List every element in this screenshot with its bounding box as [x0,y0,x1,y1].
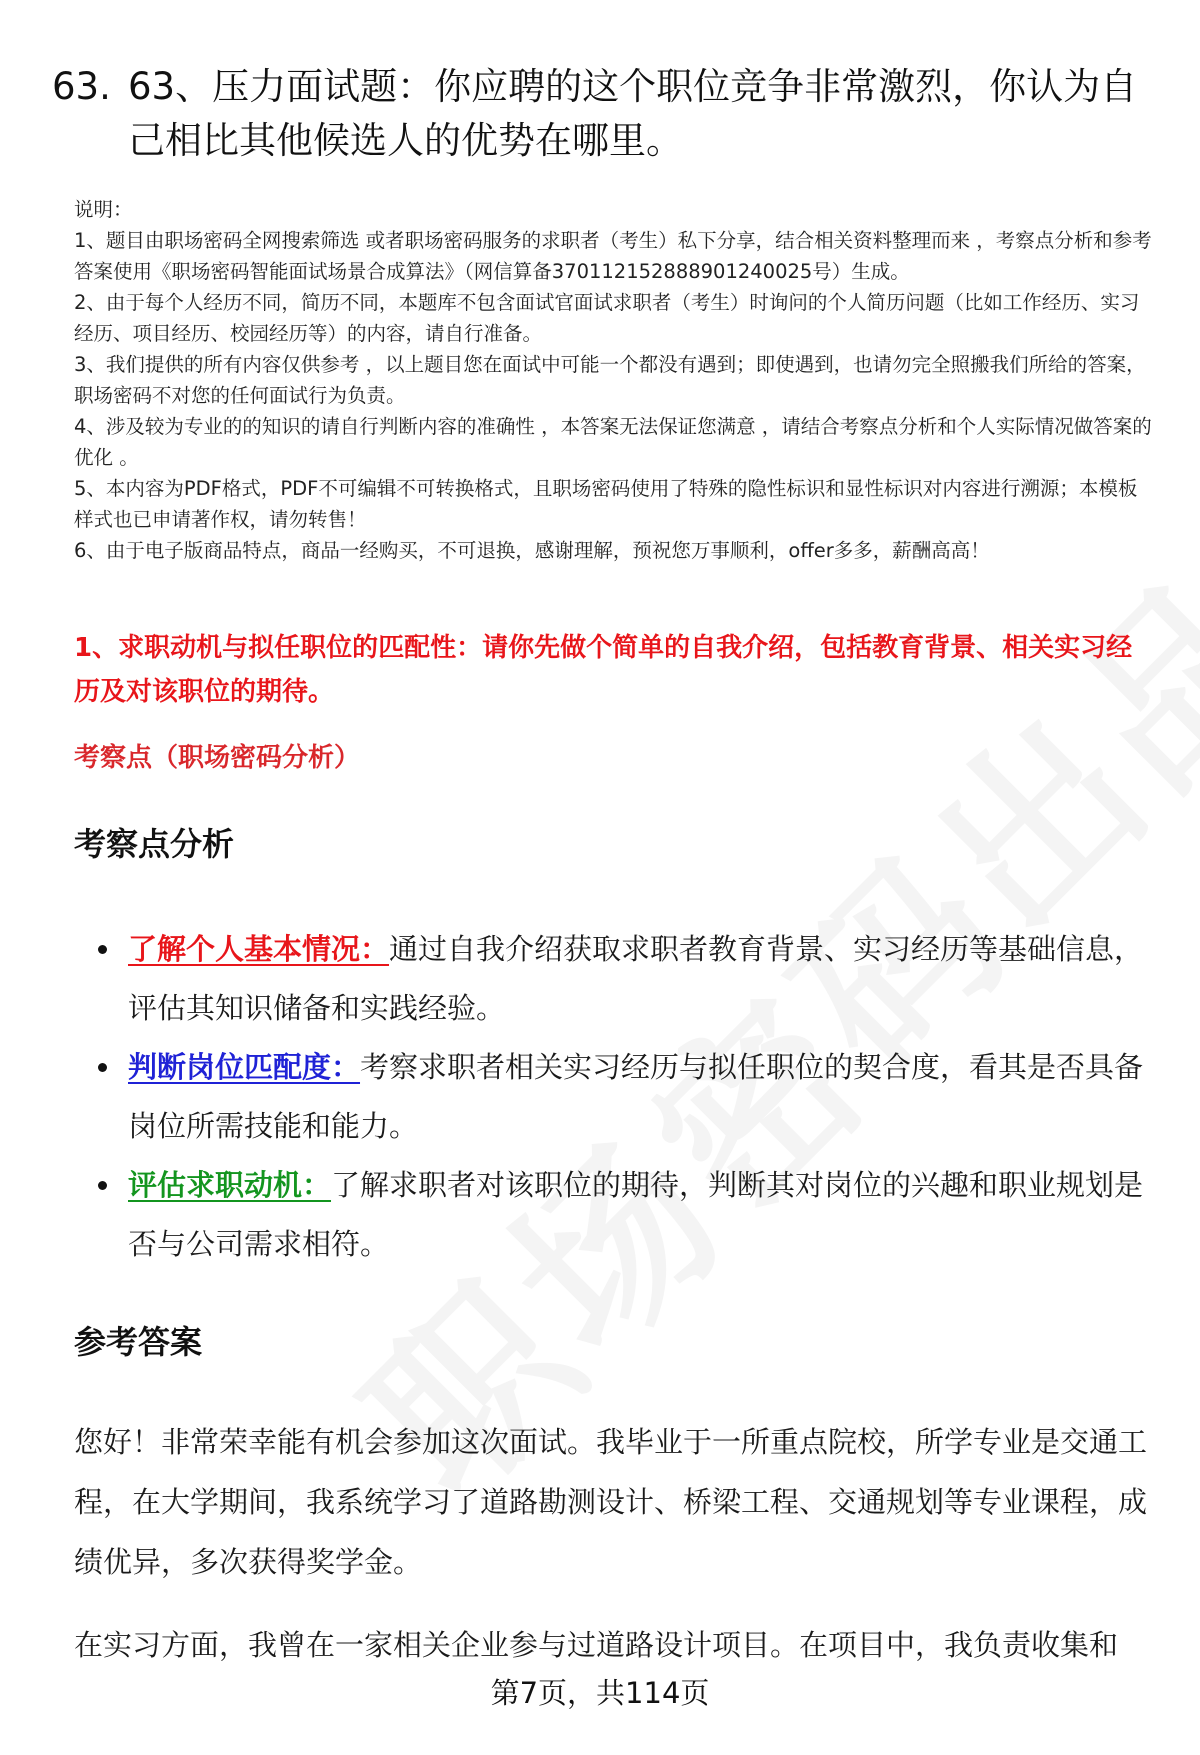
question-number: 63. [52,65,111,108]
list-item [84,920,1154,1038]
page-footer: 第7页，共114页 [490,1676,710,1710]
bullet-dot-icon [98,1063,107,1072]
bullet-dot-icon [98,1181,107,1190]
notes-heading: 说明： [74,198,133,221]
question-text: 63、压力面试题：你应聘的这个职位竞争非常激烈，你认为自己相比其他候选人的优势在哪里。 [128,65,1138,162]
bullet-keyword: 了解个人基本情况： [128,932,390,966]
answer-paragraph: 在实习方面，我曾在一家相关企业参与过道路设计项目。在项目中，我负责收集和 [74,1628,1119,1662]
list-item [84,1038,1154,1156]
analysis-heading: 考察点分析 [74,825,235,863]
bullet-keyword: 判断岗位匹配度： [128,1050,361,1084]
note-item: 1、题目由职场密码全网搜索筛选 或者职场密码服务的求职者（考生）私下分享，结合相关资料整理而来 ，考察点分析和参考答案使用《职场密码智能面试场景合成算法》（网信算备370112152888901240025号）生成。 [74,229,1152,283]
list-item [84,1156,1154,1274]
note-item: 6、由于电子版商品特点，商品一经购买，不可退换，感谢理解，预祝您万事顺利，offer多多，薪酬高高！ [74,539,990,562]
bullet-text: 了解求职者对该职位的期待，判断其对岗位的兴趣和职业规划是否与公司需求相符。 [128,1168,1144,1261]
note-item: 2、由于每个人经历不同，简历不同，本题库不包含面试官面试求职者（考生）时询问的个人简历问题（比如工作经历、实习经历、项目经历、校园经历等）的内容，请自行准备。 [74,291,1140,345]
answer-heading: 参考答案 [74,1323,203,1361]
notes-section [74,194,1154,566]
answer-paragraph: 您好！非常荣幸能有机会参加这次面试。我毕业于一所重点院校，所学专业是交通工程，在大学期间，我系统学习了道路勘测设计、桥梁工程、交通规划等专业课程，成绩优异，多次获得奖学金。 [74,1425,1148,1579]
bullet-text: 通过自我介绍获取求职者教育背景、实习经历等基础信息，评估其知识储备和实践经验。 [128,932,1144,1025]
note-item: 5、本内容为PDF格式，PDF不可编辑不可转换格式，且职场密码使用了特殊的隐性标识和显性标识对内容进行溯源；本模板样式也已申请著作权，请勿转售！ [74,477,1138,531]
sub-question: 1、求职动机与拟任职位的匹配性：请你先做个简单的自我介绍，包括教育背景、相关实习经历及对该职位的期待。 [74,633,1133,707]
analysis-list [84,920,1154,1274]
question-title [52,60,1152,168]
bullet-dot-icon [98,945,107,954]
bullet-keyword: 评估求职动机： [128,1168,332,1202]
bullet-text: 考察求职者相关实习经历与拟任职位的契合度，看其是否具备岗位所需技能和能力。 [128,1050,1144,1143]
note-item: 3、我们提供的所有内容仅供参考 ，以上题目您在面试中可能一个都没有遇到；即使遇到，也请勿完全照搬我们所给的答案，职场密码不对您的任何面试行为负责。 [74,353,1146,407]
exam-point-label: 考察点（职场密码分析） [74,743,361,773]
note-item: 4、涉及较为专业的的知识的请自行判断内容的准确性 ，本答案无法保证您满意 ，请结合考察点分析和个人实际情况做答案的优化 。 [74,415,1152,469]
